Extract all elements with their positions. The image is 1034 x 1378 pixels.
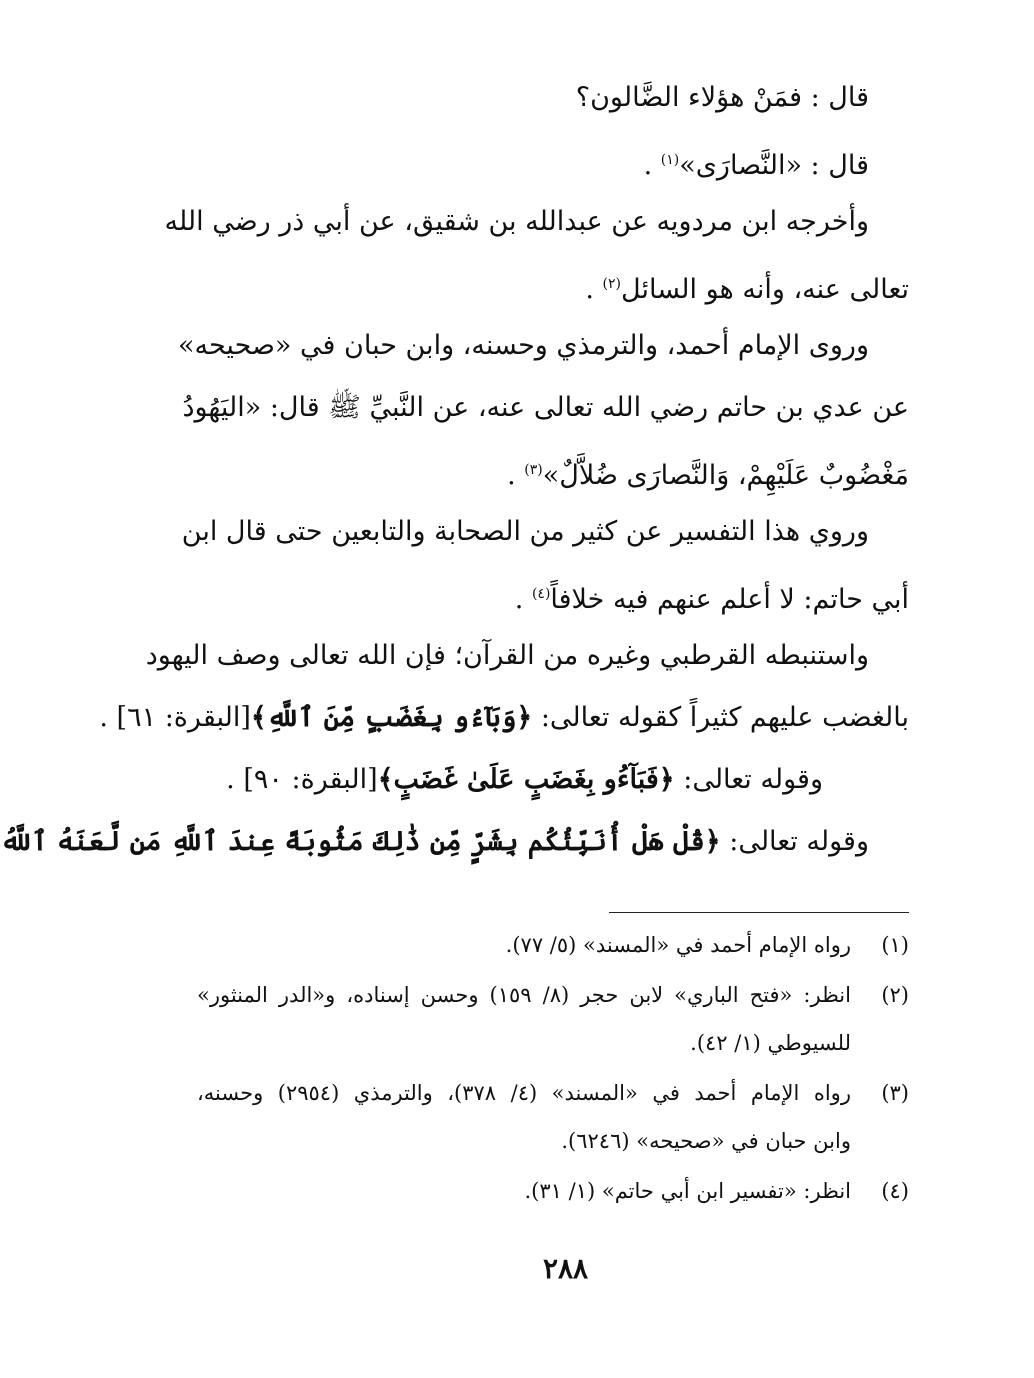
footnotes: [197, 912, 909, 1223]
text-line-11: بالغضب عليهم كثيراً كقوله تعالى: ﴿وَبَآءُو بِغَضَبٍ مِّنَ ٱللَّهِ﴾[البقرة: ٦١] .: [99, 702, 909, 733]
footnote-text: رواه الإمام أحمد في «المسند» (٤/ ٣٧٨)، والترمذي (٢٩٥٤) وحسنه،: [197, 1081, 851, 1105]
text-line-4: تعالى عنه، وأنه هو السائل$^{(٢)}$ .: [585, 274, 909, 305]
verse-ref-1: [البقرة: ٦١]: [116, 702, 251, 733]
footnote-2: [197, 977, 909, 1061]
footnote-divider: [609, 912, 909, 913]
footnote-number: (٣): [881, 1081, 909, 1105]
text-line-7: مَغْضُوبٌ عَلَيْهِمْ، وَالنَّصارَى ضُلاَّلٌ»$^{(٣)}$ .: [507, 460, 909, 491]
footnote-text: للسيوطي (١/ ٤٢).: [690, 1031, 851, 1055]
text-line-5: وروى الإمام أحمد، والترمذي وحسنه، وابن حبان في «صحيحه»: [178, 330, 869, 361]
text-line-2: قال : «النَّصارَى»$^{(١)}$ .: [643, 150, 869, 181]
text-line-13: وقوله تعالى: ﴿قُلْ هَلْ أُنَبِّئُكُم بِشَرٍّ مِّن ذَٰلِكَ مَثُوبَةً عِندَ ٱللَّهِ مَن لَّعَنَهُ ٱللَّهُ: [0, 826, 869, 857]
main-text: [0, 78, 909, 884]
text-line-9: أبي حاتم: لا أعلم عنهم فيه خلافاً$^{(٤)}$ .: [514, 584, 909, 615]
text-line-3: وأخرجه ابن مردويه عن عبدالله بن شقيق، عن أبي ذر رضي الله: [164, 206, 869, 237]
footnote-ref-4: (٤): [531, 586, 551, 602]
footnote-4: [197, 1173, 909, 1209]
text-line-12: وقوله تعالى: ﴿فَبَآءُو بِغَضَبٍ عَلَىٰ غَضَبٍ﴾[البقرة: ٩٠] .: [226, 764, 823, 795]
page-number: ٢٨٨: [542, 1252, 589, 1285]
text-line-1: قال : فمَنْ هؤلاء الضَّالون؟: [575, 82, 869, 113]
footnote-text: رواه الإمام أحمد في «المسند» (٥/ ٧٧).: [505, 933, 851, 957]
footnote-number: (٤): [881, 1179, 909, 1203]
footnote-number: (١): [881, 933, 909, 957]
footnote-text: وابن حبان في «صحيحه» (٦٢٤٦).: [561, 1129, 851, 1153]
verse-ref-2: [البقرة: ٩٠]: [243, 764, 378, 795]
footnote-1: [197, 927, 909, 963]
quran-verse-3: ﴿قُلْ هَلْ أُنَبِّئُكُم بِشَرٍّ مِّن ذَٰلِكَ مَثُوبَةً عِندَ ٱللَّهِ مَن لَّعَنَهُ ٱللَّهُ: [0, 826, 721, 857]
quran-verse-2: ﴿فَبَآءُو بِغَضَبٍ عَلَىٰ غَضَبٍ﴾: [377, 764, 675, 795]
quran-verse-1: ﴿وَبَآءُو بِغَضَبٍ مِّنَ ٱللَّهِ﴾: [250, 702, 533, 733]
footnote-ref-2: (٢): [602, 276, 621, 292]
footnote-3: [197, 1075, 909, 1159]
text-line-6: عن عدي بن حاتم رضي الله تعالى عنه، عن النَّبيِّ ﷺ قال: «اليَهُودُ: [182, 392, 909, 423]
footnote-text: انظر: «تفسير ابن أبي حاتم» (١/ ٣١).: [524, 1179, 851, 1203]
footnote-number: (٢): [881, 983, 909, 1007]
footnote-text: انظر: «فتح الباري» لابن حجر (٨/ ١٥٩) وحسن إسناده، و«الدر المنثور»: [197, 983, 851, 1007]
footnote-ref-1: (١): [660, 152, 680, 168]
text-line-8: وروي هذا التفسير عن كثير من الصحابة والتابعين حتى قال ابن: [181, 516, 869, 547]
text-line-10: واستنبطه القرطبي وغيره من القرآن؛ فإن الله تعالى وصف اليهود: [145, 640, 869, 671]
footnote-ref-3: (٣): [524, 462, 543, 478]
